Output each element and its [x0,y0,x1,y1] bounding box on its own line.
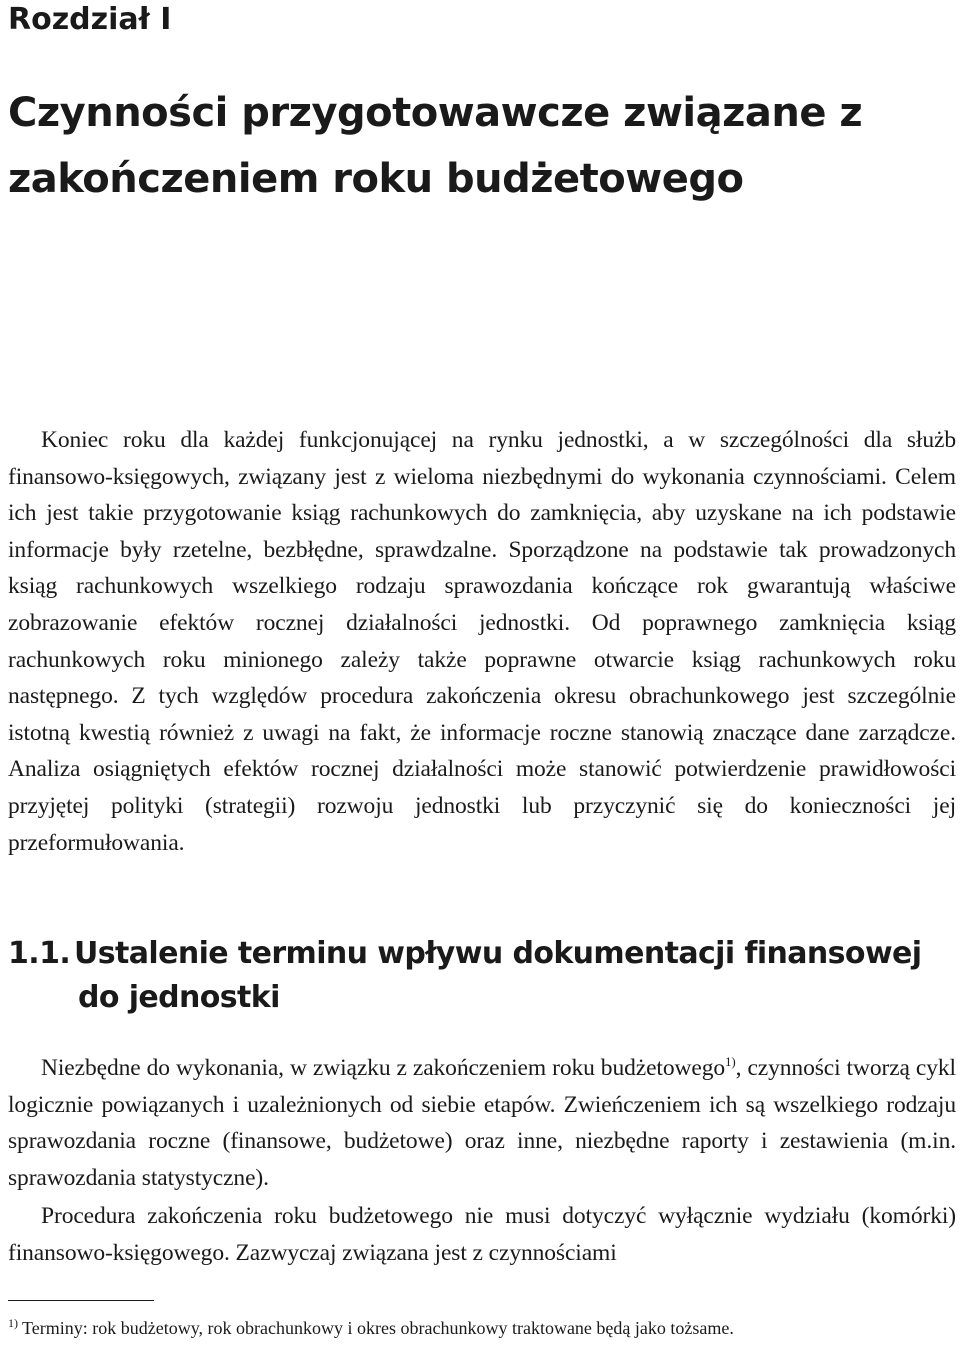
footnote [8,1316,948,1340]
chapter-label: Rozdział I [8,2,172,37]
section-paragraph-2: Procedura zakończenia roku budżetowego nie musi dotyczyć wyłącznie wydziału (komórki) finansowo-księgowego. Zazwyczaj związana jest z czynnościami [8,1203,956,1266]
intro-paragraph: Koniec roku dla każdej funkcjonującej na rynku jednostki, a w szczególności dla służb finansowo-księgowych, związany jest z wieloma niezbędnymi do wykonania czynnościami. Celem ich jest takie przygotowanie ksiąg rachunkowych do zamknięcia, aby uzyskane na ich podstawie informacje były rzetelne, bezbłędne, sprawdzalne. Sporządzone na podstawie tak prowadzonych ksiąg rachunkowych wszelkiego rodzaju sprawozdania kończące rok gwarantują właściwe zobrazowanie efektów rocznej działalności jednostki. Od poprawnego zamknięcia ksiąg rachunkowych roku minionego zależy także poprawne otwarcie ksiąg rachunkowych roku następnego. Z tych względów procedura zakończenia okresu obrachunkowego jest szczególnie istotną kwestią również z uwagi na fakt, że informacje roczne stanowią znaczące dane zarządcze. Analiza osiągniętych efektów rocznej działalności może stanowić potwierdzenie prawidłowości przyjętej polityki (strategii) rozwoju jednostki lub przyczynić się do konieczności jej przeformułowania. [8,427,956,856]
footnote-divider [8,1300,154,1301]
section-paragraph-1 [8,1050,956,1196]
section-heading [8,932,948,1020]
section-number: 1.1. [8,936,71,971]
section-paragraph-1-end: , czynności tworzą cykl logicznie powiązanych i uzależnionych od siebie etapów. Zwieńczeniem ich są wszelkiego rodzaju sprawozdania roczne (finansowe, budżetowe) oraz inne, niezbędne raporty i zestawienia (m.in. sprawozdania statystyczne). [8,1055,956,1191]
section-title-line-2: do jednostki [78,980,280,1015]
footnote-mark: 1) [8,1316,18,1330]
footnote-text: Terminy: rok budżetowy, rok obrachunkowy i okres obrachunkowy traktowane będą jako tożsame. [22,1318,734,1338]
section-title-line-1: Ustalenie terminu wpływu dokumentacji finansowej [74,936,922,971]
footnote-reference[interactable]: 1) [725,1054,736,1070]
chapter-title: Czynności przygotowawcze związane z zakończeniem roku budżetowego [8,90,863,202]
section-paragraph-1-start: Niezbędne do wykonania, w związku z zakończeniem roku budżetowego [41,1055,725,1081]
